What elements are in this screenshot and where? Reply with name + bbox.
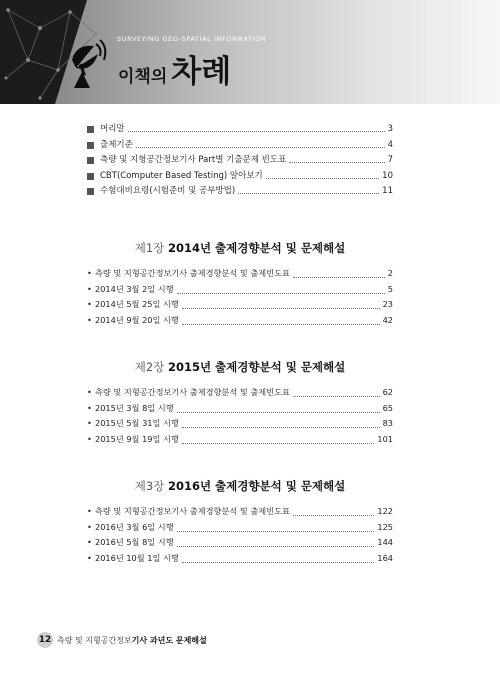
- chapter-entry[interactable]: • 측량 및 지형공간정보기사 출제경향분석 및 출제빈도표 62: [87, 387, 393, 397]
- square-bullet-icon: [87, 126, 94, 133]
- dot-leader: [182, 427, 380, 428]
- chapter-heading: 2015년 출제경향분석 및 문제해설: [167, 360, 346, 374]
- chapter-entry[interactable]: • 2014년 3월 2일 시행 5: [87, 283, 393, 294]
- dot-leader: [238, 193, 379, 194]
- entry-label: 측량 및 지형공간정보기사 출제경향분석 및 출제빈도표: [95, 387, 290, 397]
- dot-leader: [266, 178, 379, 179]
- entry-label: 2016년 3월 6일 시행: [95, 521, 174, 532]
- chapter-entry[interactable]: • 2015년 5월 31일 시행 83: [87, 418, 393, 428]
- toc-page-number: 3: [387, 124, 393, 134]
- dot-leader: [177, 531, 375, 532]
- entry-page-number: 83: [382, 418, 393, 428]
- entry-page-number: 125: [377, 521, 393, 532]
- square-bullet-icon: [87, 173, 94, 180]
- dot-leader: [293, 515, 374, 516]
- running-footer: [57, 635, 207, 646]
- dot-leader: [289, 162, 384, 163]
- toc-page-number: 10: [382, 170, 393, 181]
- toc-label: 출제기준: [100, 139, 133, 150]
- front-matter-list: [87, 122, 393, 200]
- dot-leader: [182, 308, 380, 309]
- satellite-dish-icon: [66, 38, 112, 90]
- chapter-heading: 2016년 출제경향분석 및 문제해설: [167, 479, 346, 493]
- page-header: [0, 0, 500, 104]
- entry-page-number: 122: [377, 506, 393, 516]
- entry-page-number: 65: [382, 402, 393, 413]
- toc-label: 수험대비요령(시험준비 및 공부방법): [100, 186, 236, 196]
- entry-page-number: 5: [387, 283, 393, 294]
- chapter-entry[interactable]: • 2015년 9월 19일 시행 101: [87, 433, 393, 444]
- page-number-badge: 12: [37, 632, 53, 648]
- toc-entry[interactable]: [87, 153, 393, 169]
- entry-label: 2014년 3월 2일 시행: [95, 283, 174, 294]
- toc-entry[interactable]: [87, 138, 393, 154]
- entry-page-number: 23: [382, 299, 393, 309]
- square-bullet-icon: [87, 142, 94, 149]
- entry-page-number: 62: [382, 387, 393, 397]
- entry-label: 측량 및 지형공간정보기사 출제경향분석 및 출제빈도표: [95, 268, 290, 278]
- entry-page-number: 101: [377, 433, 393, 444]
- toc-page-number: 11: [382, 186, 393, 196]
- dot-leader: [136, 147, 385, 148]
- entry-page-number: 42: [382, 314, 393, 325]
- toc-label: 측량 및 지형공간정보기사 Part별 기출문제 빈도표: [100, 155, 287, 165]
- entry-label: 2014년 5월 25일 시행: [95, 299, 179, 309]
- chapter-title: [87, 478, 393, 494]
- chapter-number: 제2장: [134, 360, 165, 374]
- toc-entry[interactable]: [87, 122, 393, 138]
- header-subtitle: SURVEYING GEO-SPATIAL INFORMATION: [117, 35, 267, 43]
- entry-label: 2016년 5월 8일 시행: [95, 537, 174, 547]
- entry-label: 2016년 10월 1일 시행: [95, 552, 179, 563]
- entry-page-number: 2: [387, 268, 393, 278]
- toc-label: CBT(Computer Based Testing) 알아보기: [100, 170, 263, 181]
- chapter-1: [87, 240, 393, 330]
- entry-label: 2015년 9월 19일 시행: [95, 433, 179, 444]
- chapter-3: [87, 478, 393, 568]
- title-prefix: 이책의: [118, 67, 168, 87]
- square-bullet-icon: [87, 188, 94, 195]
- chapter-number: 제1장: [134, 241, 165, 255]
- chapter-number: 제3장: [134, 479, 165, 493]
- footer-text: 측량 및 지형공간정보: [57, 635, 132, 645]
- entry-page-number: 164: [377, 552, 393, 563]
- toc-page-number: 4: [387, 139, 393, 150]
- chapter-entry[interactable]: • 2014년 5월 25일 시행 23: [87, 299, 393, 309]
- chapter-entry[interactable]: • 2016년 5월 8일 시행 144: [87, 537, 393, 547]
- chapter-2: [87, 359, 393, 449]
- toc-page-number: 7: [387, 155, 393, 165]
- footer-text-bold: 기사 과년도 문제해설: [131, 635, 207, 645]
- dot-leader: [128, 131, 385, 132]
- dot-leader: [182, 443, 375, 444]
- square-bullet-icon: [87, 157, 94, 164]
- dot-leader: [177, 546, 375, 547]
- entry-label: 측량 및 지형공간정보기사 출제경향분석 및 출제빈도표: [95, 506, 290, 516]
- dot-leader: [177, 293, 385, 294]
- chapter-entry[interactable]: • 측량 및 지형공간정보기사 출제경향분석 및 출제빈도표 2: [87, 268, 393, 278]
- dot-leader: [182, 324, 380, 325]
- title-main: 차례: [171, 54, 232, 90]
- dot-leader: [293, 277, 385, 278]
- chapter-entry[interactable]: • 2016년 10월 1일 시행 164: [87, 552, 393, 563]
- entry-label: 2015년 3월 8일 시행: [95, 402, 174, 413]
- page-footer: [37, 632, 207, 648]
- chapter-entry[interactable]: • 2015년 3월 8일 시행 65: [87, 402, 393, 413]
- dot-leader: [182, 562, 375, 563]
- chapter-title: [87, 240, 393, 256]
- chapter-entry[interactable]: • 측량 및 지형공간정보기사 출제경향분석 및 출제빈도표 122: [87, 506, 393, 516]
- page-title: [118, 46, 231, 91]
- dot-leader: [177, 412, 380, 413]
- toc-entry[interactable]: [87, 184, 393, 200]
- entry-label: 2014년 9월 20일 시행: [95, 314, 179, 325]
- chapter-entry[interactable]: • 2014년 9월 20일 시행 42: [87, 314, 393, 325]
- chapter-title: [87, 359, 393, 375]
- toc-label: 머리말: [100, 124, 125, 134]
- chapter-entry[interactable]: • 2016년 3월 6일 시행 125: [87, 521, 393, 532]
- dot-leader: [293, 396, 380, 397]
- entry-label: 2015년 5월 31일 시행: [95, 418, 179, 428]
- chapter-heading: 2014년 출제경향분석 및 문제해설: [167, 241, 346, 255]
- entry-page-number: 144: [377, 537, 393, 547]
- toc-entry[interactable]: [87, 169, 393, 185]
